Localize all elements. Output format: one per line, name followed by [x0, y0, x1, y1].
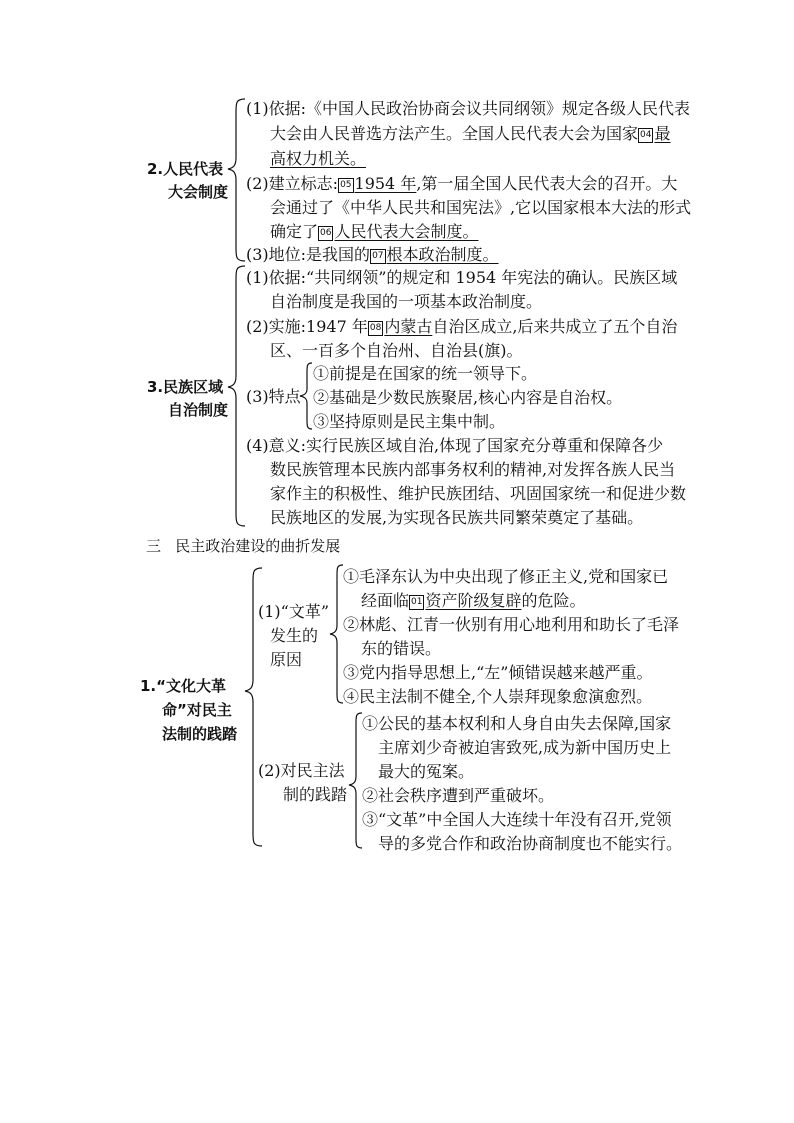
c1-title-line1: 1.“文化大革: [140, 677, 226, 695]
section-heading: 三 民主政治建设的曲折发展: [146, 537, 341, 555]
answer-tag-07: 07: [370, 249, 385, 264]
c1-reason2-line2: 东的错误。: [361, 639, 442, 658]
s3-item3-label: (3)特点: [246, 387, 301, 406]
s3-item3-point1: ①前提是在国家的统一领导下。: [313, 364, 538, 383]
s2-item2-line3: 确定了 06 人民代表大会制度。: [270, 222, 479, 241]
s2-item1-line2: 大会由人民普选方法产生。全国人民代表大会为国家 04 最: [270, 124, 671, 143]
answer-tag-08: 08: [368, 321, 383, 336]
c1-reason3: ③党内指导思想上,“左”倾错误越来越严重。: [343, 663, 653, 682]
s3-title-line1: 3.民族区域: [147, 378, 224, 396]
c1-trample1-line1: ①公民的基本权利和人身自由失去保障,国家: [362, 714, 672, 733]
brace-c1-sub2: [349, 713, 362, 848]
s3-item4-line3: 家作主的积极性、维护民族团结、巩固国家统一和促进少数: [270, 484, 687, 503]
s3-item4-line2: 数民族管理本民族内部事务权利的精神,对发挥各族人民当: [270, 460, 676, 479]
c1-trample2: ②社会秩序遭到严重破坏。: [362, 786, 555, 805]
c1-reason1-line1: ①毛泽东认为中央出现了修正主义,党和国家已: [343, 567, 669, 586]
c1-sub2-line1: (2)对民主法: [258, 761, 345, 780]
s3-item4-line4: 民族地区的发展,为实现各民族共同繁荣奠定了基础。: [270, 508, 644, 527]
brace-s2: [228, 99, 245, 261]
s3-item3-point2: ②基础是少数民族聚居,核心内容是自治权。: [313, 388, 623, 407]
s3-item3-point3: ③坚持原则是民主集中制。: [313, 412, 506, 431]
brace-c1-sub1: [330, 565, 343, 703]
c1-trample1-line2: 主席刘少奇被迫害致死,成为新中国历史上: [378, 738, 672, 757]
s3-item4-line1: (4)意义:实行民族区域自治,体现了国家充分尊重和保障各少: [246, 436, 664, 455]
c1-title-line3: 法制的践踏: [162, 725, 238, 743]
brace-s3: [228, 266, 245, 526]
c1-reason4: ④民主法制不健全,个人崇拜现象愈演愈烈。: [343, 687, 653, 706]
c1-reason1-line2: 经面临 01 资产阶级复辟的危险。: [361, 591, 586, 610]
s2-item3: (3)地位:是我国的 07 根本政治制度。: [246, 245, 499, 264]
s2-item1-line3: 高权力机关。: [270, 149, 367, 168]
answer-tag-04: 04: [638, 128, 653, 143]
s3-item2-line2: 区、一百多个自治州、自治县(旗)。: [270, 341, 523, 360]
s3-item1-line1: (1)依据:“共同纲领”的规定和 1954 年宪法的确认。民族区域: [246, 268, 678, 287]
c1-sub2-line2: 制的践踏: [283, 785, 348, 804]
c1-sub1-line1: (1)“文革”: [258, 602, 330, 621]
c1-trample3-line2: 导的多党合作和政治协商制度也不能实行。: [378, 834, 683, 853]
s3-item2-line1: (2)实施:1947 年 08 内蒙古自治区成立,后来共成立了五个自治: [246, 317, 678, 336]
brace-s3-sub: [300, 363, 312, 429]
s2-item2-line1: (2)建立标志: 05 1954 年,第一届全国人民代表大会的召开。大: [246, 174, 678, 193]
c1-trample1-line3: 最大的冤案。: [378, 762, 475, 781]
s2-item1-line1: (1)依据:《中国人民政治协商会议共同纲领》规定各级人民代表: [246, 99, 691, 118]
s2-title-line1: 2.人民代表: [147, 160, 224, 178]
c1-reason2-line1: ②林彪、江青一伙别有用心地利用和助长了毛泽: [343, 615, 680, 634]
answer-tag-06: 06: [318, 226, 333, 241]
c1-sub1-line3: 原因: [270, 650, 303, 669]
s3-item1-line2: 自治制度是我国的一项基本政治制度。: [270, 292, 543, 311]
s3-title-line2: 自治制度: [168, 401, 229, 419]
answer-tag-01: 01: [409, 595, 424, 610]
answer-tag-05: 05: [338, 178, 353, 193]
c1-title-line2: 命”对民主: [162, 701, 232, 719]
s2-title-line2: 大会制度: [168, 183, 229, 201]
c1-sub1-line2: 发生的: [270, 626, 319, 645]
c1-trample3-line1: ③“文革”中全国人大连续十年没有召开,党领: [362, 810, 672, 829]
s2-item2-line2: 会通过了《中华人民共和国宪法》,它以国家根本大法的形式: [270, 198, 692, 217]
